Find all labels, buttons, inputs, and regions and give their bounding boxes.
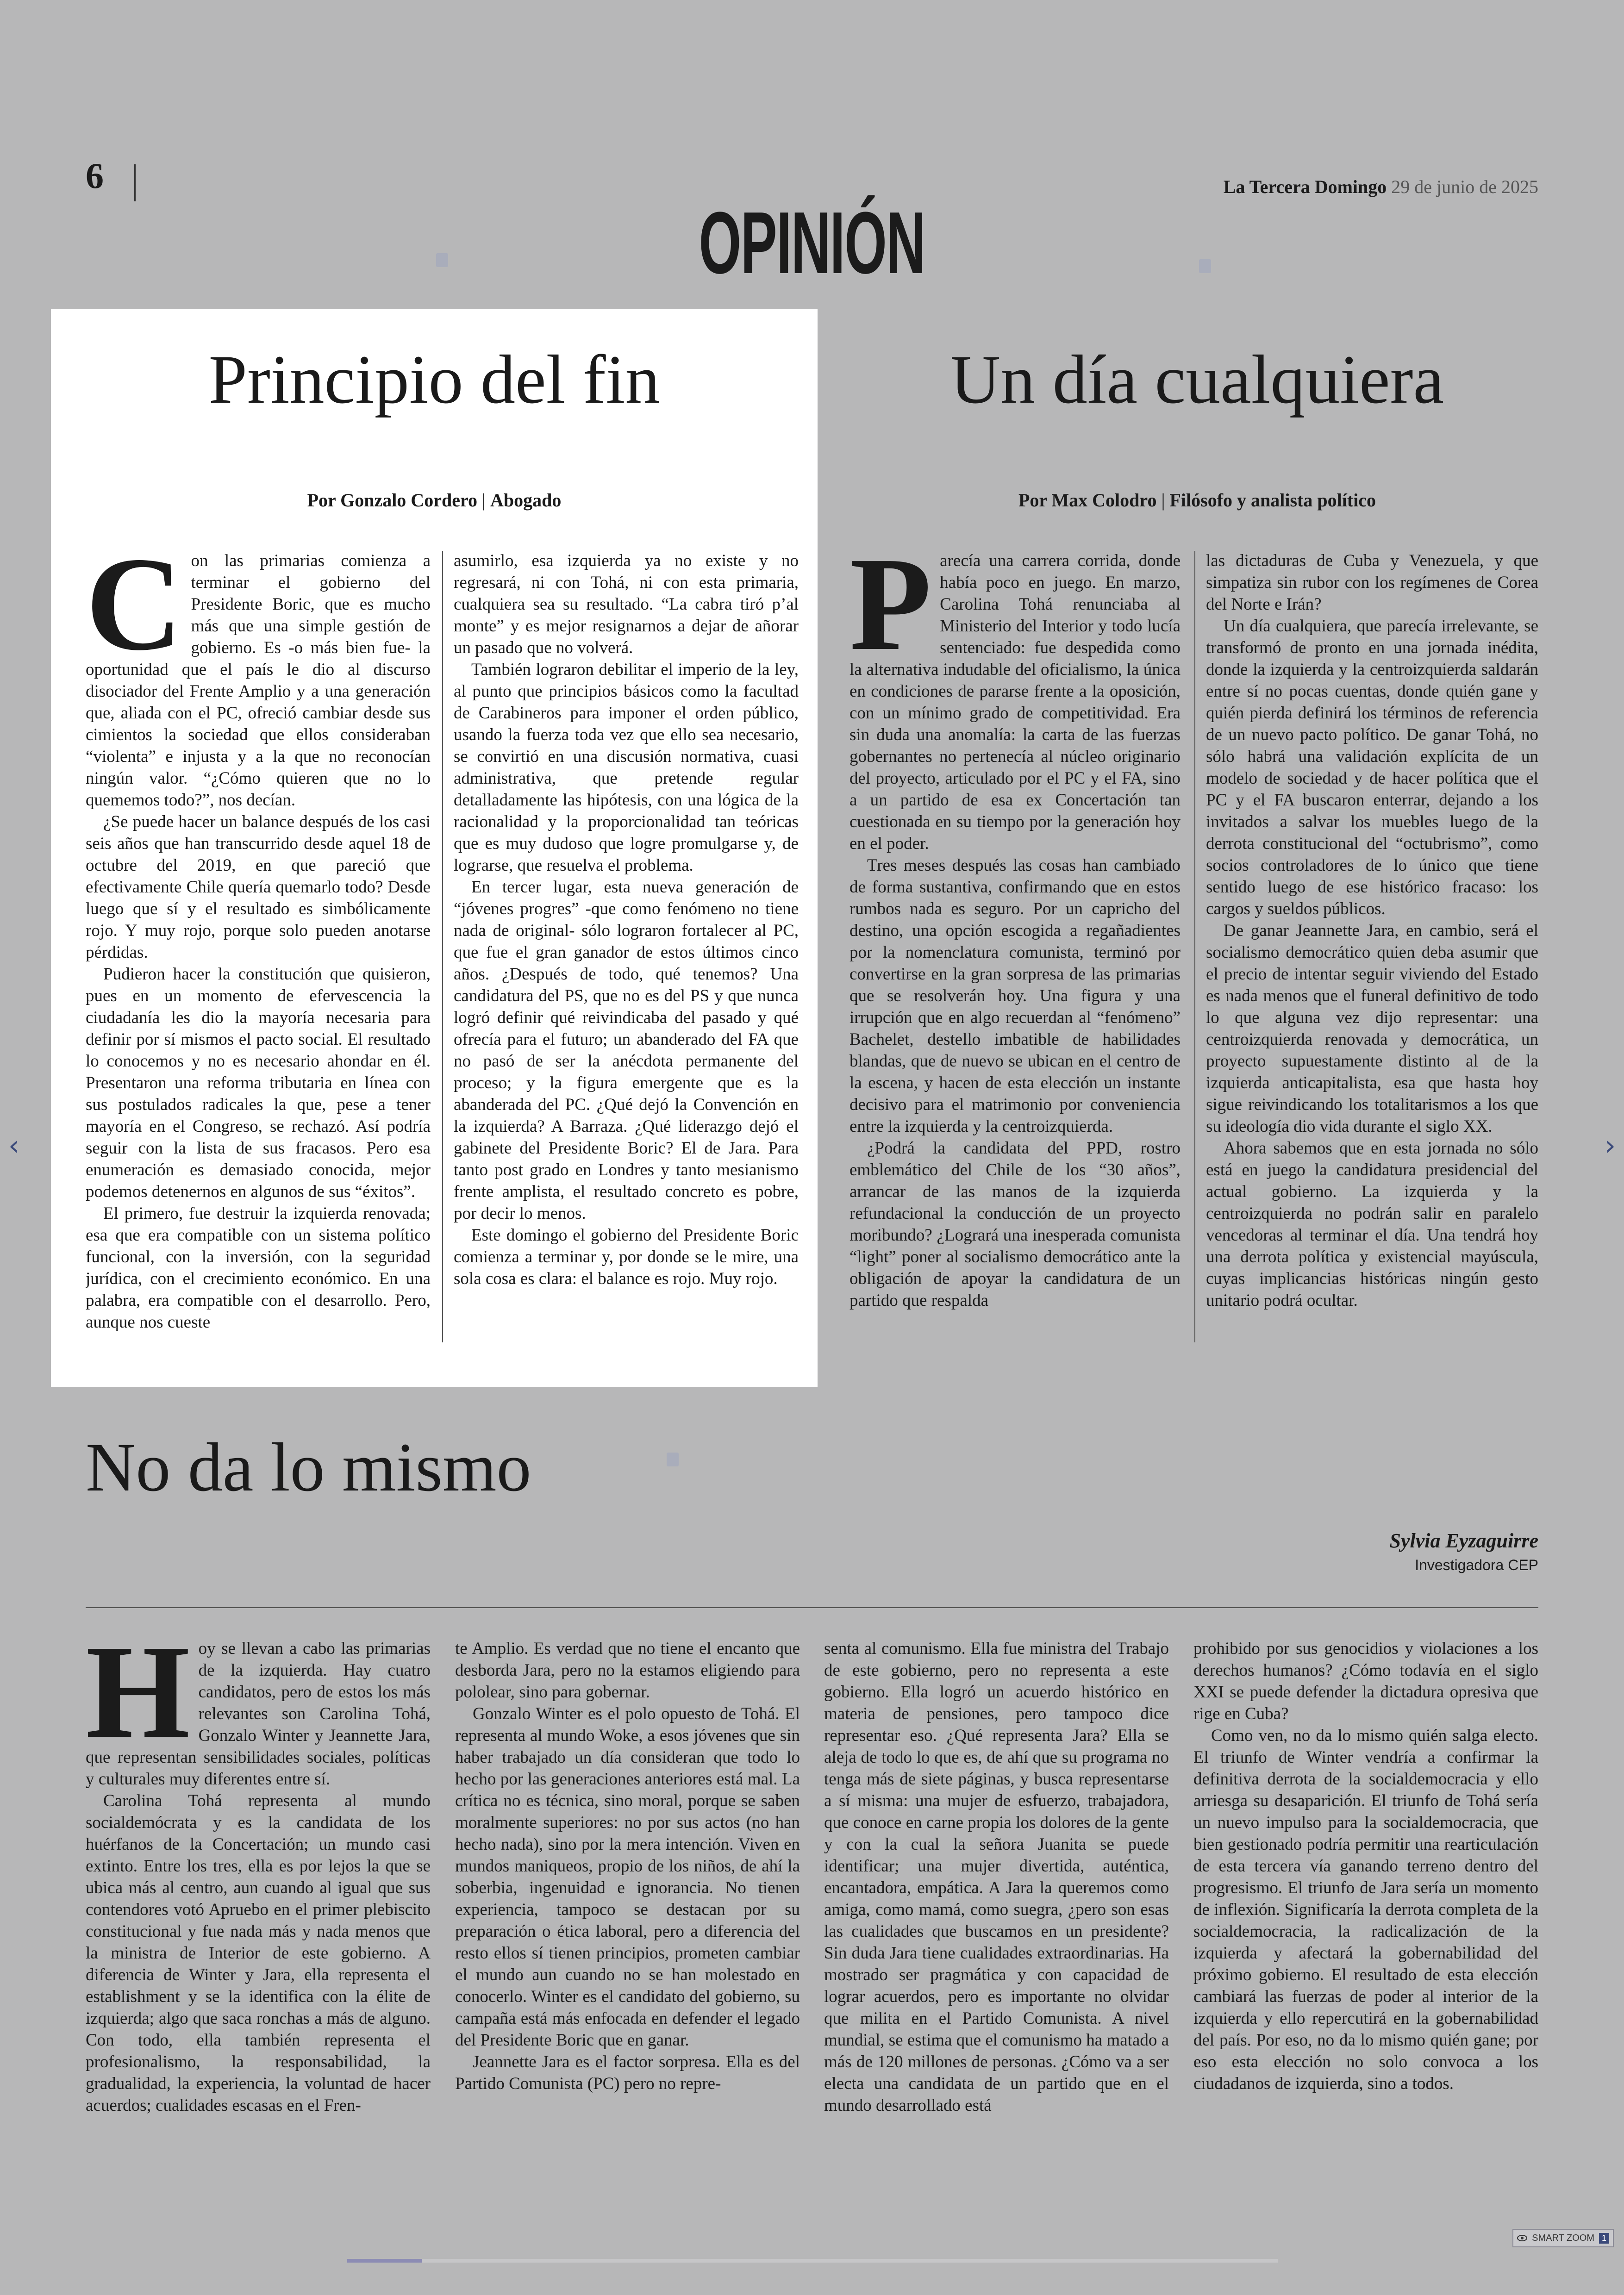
drop-cap: C <box>86 550 183 678</box>
byline-role: Abogado <box>490 490 562 511</box>
byline-author: Por Gonzalo Cordero <box>307 490 477 511</box>
reading-progress-track[interactable] <box>347 2259 1278 2263</box>
paragraph: Gonzalo Winter es el polo opuesto de Tohá. El representa al mundo Woke, a esos jóvenes que sin haber trabajado un día consideran que todo lo hecho por las generaciones anteriores está mal. La crítica no es técnica, sino moral, porque se saben moralmente superiores: no por sus actos (no han hecho nada), sino por la mera intención. Viven en mundos maniqueos, propio de los niños, de ahí la soberbia, ingenuidad e ignorancia. No tienen experiencia, tampoco se destacan por su preparación o ética laboral, pero a diferencia del resto ellos sí tienen principios, prometen cambiar el mundo aun cuando no se han molestado en conocerlo. Winter es el candidato del gobierno, su campaña está más enfocada en defender el legado del Presidente Boric que en ganar. <box>455 1704 800 2050</box>
paragraph: prohibido por sus genocidios y violaciones a los derechos humanos? ¿Cómo todavía en el siglo XXI se puede defender la dictadura opresiva que rige en Cuba? <box>1193 1639 1538 1723</box>
paragraph: las dictaduras de Cuba y Venezuela, y que simpatiza sin rubor con los regímenes de Corea del Norte e Irán? <box>1206 551 1538 614</box>
paragraph: Pudieron hacer la constitución que quisieron, pues en un momento de efervescencia la ciudadanía les dio la mayoría necesaria para definir por sí mismos el pacto social. El resultado lo conocemos y no es necesario ahondar en él. Presentaron una reforma tributaria en línea con sus postulados radicales la que, pese a tener mayoría en el Congreso, se rechazó. Así podría seguir con la lista de sus fracasos. Pero esa enumeración es demasiado conocida, mejor podemos detenernos en algunos de sus “éxitos”. <box>86 965 431 1201</box>
image-marker-icon[interactable] <box>1199 259 1211 273</box>
paragraph: ¿Podrá la candidata del PPD, rostro emblemático del Chile de los “30 años”, arrancar de las manos de la izquierda refundacional la conducción de un proyecto moribundo? ¿Logrará una inesperada comunista “light” poner al socialismo democrático ante la obligación de apoyar la candidatura de un partido que respalda <box>849 1139 1181 1310</box>
author-name: Sylvia Eyzaguirre <box>1389 1529 1538 1552</box>
next-page-arrow-icon[interactable]: › <box>1605 1129 1616 1162</box>
paragraph: En tercer lugar, esta nueva generación de “jóvenes progres” -que como fenómeno no tiene nada de original- sólo lograron fortalecer al PC, que fue el gran ganador de estos últimos cinco años. ¿Después de todo, qué tenemos? Una candidatura del PS, que no es del PS y que nunca logró definir qué reivindicaba del pasado y qué ofrecía para el futuro; un abanderado del FA que no pasó de ser la anécdota permanente del proceso; y la figura emergente que es la abanderada del PC. ¿Qué dejó la Convención en la izquierda? A Barraza. ¿Qué liderazgo dejó el gabinete del Presidente Boric? El de Jara. Para tanto post grado en Londres y tanto mesianismo frente amplista, el resultado concreto es pobre, por decir lo menos. <box>454 878 799 1223</box>
paragraph: También lograron debilitar el imperio de la ley, al punto que principios básicos como la facultad de Carabineros para imponer el orden público, usando la fuerza toda vez que ello sea necesario, se convirtió en una discusión normativa, cuasi administrativa, que pretende regular detalladamente las hipótesis, con una lógica de la racionalidad y la proporcionalidad tan teóricas que es muy dudoso que logre promulgarse y, de lograrse, que resuelva el problema. <box>454 660 799 875</box>
smart-zoom-label: SMART ZOOM <box>1532 2233 1594 2243</box>
paragraph: te Amplio. Es verdad que no tiene el encanto que desborda Jara, pero no la estamos eligiendo para pololear, sino para gobernar. <box>455 1639 800 1702</box>
eye-icon <box>1517 2235 1527 2241</box>
image-marker-icon[interactable] <box>436 253 448 267</box>
paragraph: on las primarias comienza a terminar el gobierno del Presidente Boric, que es mucho más que una simple gestión de gobierno. Es -o más bien fue- la oportunidad que el país le dio al discurso disociador del Frente Amplio y a una generación que, aliada con el PC, ofreció cambiar desde sus cimientos la sociedad que ellos consideraban “violenta” e injusta y a la que no reconocían ningún valor. “¿Cómo quieren que no lo quememos todo?”, nos decían. <box>86 551 431 810</box>
article-column <box>1193 1638 1538 2128</box>
article-column <box>1206 550 1538 1360</box>
byline-role: Filósofo y analista político <box>1169 490 1376 511</box>
article-title: Un día cualquiera <box>950 341 1444 418</box>
reading-progress-fill <box>347 2259 422 2263</box>
article-column <box>86 1638 431 2128</box>
column-divider <box>442 551 443 1342</box>
smart-zoom-button[interactable] <box>1512 2229 1614 2247</box>
previous-page-arrow-icon[interactable]: ‹ <box>8 1129 19 1162</box>
drop-cap: H <box>86 1638 190 1766</box>
drop-cap: P <box>849 550 932 678</box>
section-divider <box>86 1607 1538 1608</box>
paragraph: El primero, fue destruir la izquierda renovada; esa que era compatible con un sistema político funcional, con la inversión, con la seguridad jurídica, con el crecimiento económico. En una palabra, era compatible con el desarrollo. Pero, aunque nos cueste <box>86 1204 431 1332</box>
paragraph: Tres meses después las cosas han cambiado de forma sustantiva, confirmando que en estos rumbos nada es seguro. Por un capricho del destino, una opción escogida a regañadientes por la nomenclatura comunista, terminó por convertirse en la gran sorpresa de las primarias que se resolverán hoy. Una figura y una irrupción que en algo recuerdan al “fenómeno” Bachelet, destello imbatible de habilidades blandas, que de nuevo se ubican en el centro de la escena, y hacen de esta elección un instante decisivo para el matrimonio por conveniencia entre la izquierda y la centroizquierda. <box>849 856 1181 1136</box>
paragraph: oy se llevan a cabo las primarias de la izquierda. Hay cuatro candidatos, pero de estos los más relevantes son Carolina Tohá, Gonzalo Winter y Jeannette Jara, que representan sensibilidades sociales, políticas y culturales muy diferentes entre sí. <box>86 1639 431 1789</box>
paragraph: arecía una carrera corrida, donde había poco en juego. En marzo, Carolina Tohá renunciaba al Ministerio del Interior y todo lucía sentenciado: fue despedida como la alternativa indudable del oficialismo, la única en condiciones de pararse frente a la oposición, con un mínimo grado de competitividad. Era sin duda una anomalía: la carta de las fuerzas gobernantes no pertenecía al núcleo originario del proyecto, articulado por el PC y el FA, sino a un partido de esa ex Concertación tan cuestionada en su tiempo por la generación hoy en el poder. <box>849 551 1181 853</box>
issue-date: 29 de junio de 2025 <box>1391 176 1538 197</box>
paragraph: Jeannette Jara es el factor sorpresa. Ella es del Partido Comunista (PC) pero no repre- <box>455 2052 800 2093</box>
column-divider <box>1194 551 1195 1342</box>
image-marker-icon[interactable] <box>667 1453 679 1466</box>
byline: Por Gonzalo Cordero | Abogado <box>307 490 562 511</box>
paragraph: Un día cualquiera, que parecía irrelevante, se transformó de pronto en una jornada inédita, donde la izquierda y la centroizquierda saldarán entre sí no pocas cuentas, donde quién gane y quién pierda definirá los términos de referencia de un nuevo pacto político. De ganar Tohá, no sólo habrá una validación explícita de un modelo de sociedad y de hacer política que el PC y el FA buscaron enterrar, dejando a los invitados a salvar los muebles luego de la derrota constitucional del “octubrismo”, como socios controladores de lo único que tiene sentido luego de ese histórico fracaso: los cargos y sueldos públicos. <box>1206 617 1538 918</box>
article-column <box>455 1638 800 2128</box>
paragraph: Ahora sabemos que en esta jornada no sólo está en juego la candidatura presidencial del actual gobierno. La izquierda y la centroizquierda no podrán salir en paralelo vencedoras al terminar el día. Una tendrá hoy una derrota política y existencial mayúscula, cuyas implicancias históricas ningún gesto unitario podrá ocultar. <box>1206 1139 1538 1310</box>
article-column <box>454 550 799 1360</box>
smart-zoom-badge: 1 <box>1599 2233 1609 2244</box>
author-role: Investigadora CEP <box>1415 1557 1538 1573</box>
paragraph: senta al comunismo. Ella fue ministra del Trabajo de este gobierno, pero no representa a este gobierno. Ella logró un acuerdo histórico en materia de pensiones, pero tampoco dice representar eso. ¿Qué representa Jara? Ella se aleja de todo lo que es, de ahí que su programa no tenga más de siete páginas, y busca representarse a sí misma: una mujer de esfuerzo, trabajadora, que conoce en carne propia los dolores de la gente y con la cual la señora Juanita se puede identificar; una mujer divertida, auténtica, encantadora, empática. A Jara la queremos como amiga, como mamá, como suegra, ¿pero son esas las cualidades que buscamos en un presidente? Sin duda Jara tiene cualidades extraordinarias. Ha mostrado ser pragmática y con capacidad de lograr acuerdos, pero es importante no olvidar que milita en el Partido Comunista. A nivel mundial, se estima que el comunismo ha matado a más de 120 millones de personas. ¿Cómo va a ser electa una candidata de un partido que en el mundo desarrollado está <box>824 1639 1169 2115</box>
newspaper-name: La Tercera Domingo <box>1223 176 1387 197</box>
article-column <box>849 550 1181 1360</box>
article-title: Principio del fin <box>208 341 660 418</box>
section-title: OPINIÓN <box>699 194 925 292</box>
paragraph: Este domingo el gobierno del Presidente Boric comienza a terminar y, por donde se le mire, una sola cosa es clara: el balance es rojo. Muy rojo. <box>454 1226 799 1288</box>
article-column <box>86 550 431 1360</box>
byline: Por Max Colodro | Filósofo y analista político <box>1018 490 1376 511</box>
paragraph: Como ven, no da lo mismo quién salga electo. El triunfo de Winter vendría a confirmar la definitiva derrota de la socialdemocracia y ello arriesga su desaparición. El triunfo de Tohá sería un nuevo impulso para la socialdemocracia, que bien gestionado podría permitir una rearticulación de esta tercera vía ganando terreno dentro del progresismo. El triunfo de Jara sería un momento de inflexión. Significaría la derrota completa de la socialdemocracia, la radicalización de la izquierda y afectará la gobernabilidad del próximo gobierno. El resultado de esta elección cambiará las fuerzas de poder al interior de la izquierda y ello repercutirá en la gobernabilidad del país. Por eso, no da lo mismo quién gane; por eso esta elección no solo convoca a los ciudadanos de izquierda, sino a todos. <box>1193 1726 1538 2093</box>
page-number-divider <box>134 164 136 201</box>
paragraph: Carolina Tohá representa al mundo socialdemócrata y es la candidata de los huérfanos de la Concertación; un mundo casi extinto. Entre los tres, ella es por lejos la que se ubica más al centro, aun cuando al igual que sus contendores votó Apruebo en el primer plebiscito constitucional y fue nada más y nada menos que la ministra de Interior de este gobierno. A diferencia de Winter y Jara, ella representa el establishment y se la identifica con la élite de izquierda; algo que saca ronchas a más de alguno. Con todo, ella también representa el profesionalismo, la responsabilidad, la gradualidad, la experiencia, la voluntad de hacer acuerdos; cualidades escasas en el Fren- <box>86 1791 431 2115</box>
paragraph: asumirlo, esa izquierda ya no existe y no regresará, ni con Tohá, ni con esta primaria, cualquiera sea su resultado. “La cabra tiró p’al monte” y es mejor resignarnos a dejar de añorar un pasado que no volverá. <box>454 551 799 657</box>
article-column <box>824 1638 1169 2128</box>
masthead <box>1224 176 1538 198</box>
article-title: No da lo mismo <box>86 1429 531 1506</box>
page-number: 6 <box>86 156 104 196</box>
byline-author: Por Max Colodro <box>1018 490 1157 511</box>
paragraph: De ganar Jeannette Jara, en cambio, será el socialismo democrático quien deba asumir que el precio de intentar seguir viviendo del Estado es nada menos que el funeral definitivo de todo lo que alguna vez dijo representar: una centroizquierda renovada y democrática, un proyecto supuestamente distinto al de la izquierda anticapitalista, esa que hasta hoy sigue reivindicando los totalitarismos a los que su ideología dio vida durante el siglo XX. <box>1206 921 1538 1136</box>
paragraph: ¿Se puede hacer un balance después de los casi seis años que han transcurrido desde aquel 18 de octubre del 2019, en que pareció que efectivamente Chile quería quemarlo todo? Desde luego que sí y el resultado es simbólicamente rojo. Y muy rojo, porque solo pueden anotarse pérdidas. <box>86 812 431 962</box>
